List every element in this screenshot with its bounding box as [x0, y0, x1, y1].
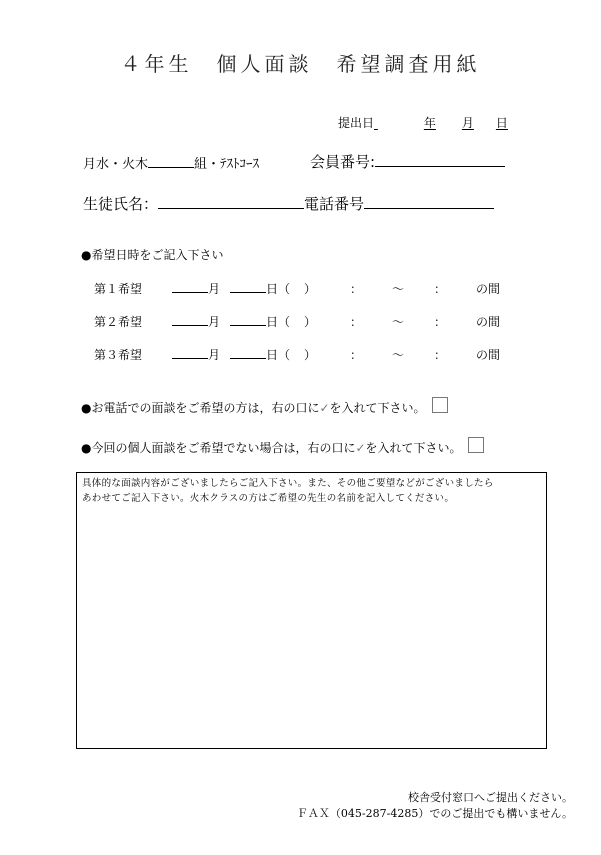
- time-range-field[interactable]: [316, 346, 500, 363]
- day-label: 日（: [266, 282, 291, 296]
- class-field[interactable]: [148, 153, 194, 168]
- preference-row-2: [94, 311, 500, 330]
- notes-instructions-line-2: あわせてご記入下さい。火木クラスの方はご希望の先生の名前を記入してください。: [82, 493, 455, 504]
- phone-interview-checkbox[interactable]: [432, 397, 448, 413]
- colon: ：: [434, 315, 447, 329]
- day-field[interactable]: [230, 278, 266, 293]
- student-name-field[interactable]: [158, 194, 304, 209]
- day-field[interactable]: [230, 344, 266, 359]
- paren-close: ）: [304, 348, 317, 362]
- member-number-field[interactable]: [375, 152, 505, 167]
- month-label: 月: [208, 348, 221, 362]
- day-label: 日: [495, 116, 508, 130]
- colon: ：: [350, 315, 363, 329]
- month-label: 月: [461, 116, 474, 130]
- tilde: ～: [392, 315, 405, 329]
- member-number-label: 会員番号:: [310, 153, 376, 171]
- footer-fax-note: ＦＡＸ（045-287-4285）でのご提出でも構いません。: [296, 807, 573, 820]
- phone-interview-option: [81, 397, 448, 416]
- month-field[interactable]: [172, 311, 208, 326]
- notes-box[interactable]: [76, 472, 547, 749]
- month-field[interactable]: [172, 278, 208, 293]
- schedule-heading: ●希望日時をご記入下さい: [81, 248, 224, 262]
- checkmark-icon: ✓: [319, 401, 330, 415]
- between-label: の間: [476, 282, 501, 296]
- decline-option-text: ●今回の個人面談をご希望でない場合は，右の口に: [81, 441, 356, 455]
- colon: ：: [434, 348, 447, 362]
- class-prefix: 月水・火木: [83, 157, 149, 172]
- page-title: ４年生 個人面談 希望調査用紙: [120, 52, 481, 76]
- footer-submit-note: 校舎受付窓口へご提出ください。: [408, 791, 573, 804]
- decline-interview-option: [81, 437, 484, 456]
- paren-close: ）: [304, 282, 317, 296]
- submission-date-label: 提出日: [338, 116, 375, 130]
- preference-row-3: [94, 344, 500, 363]
- preference-label: 第２希望: [94, 315, 143, 329]
- paren-close: ）: [304, 315, 317, 329]
- member-number-row: [310, 151, 505, 172]
- colon: ：: [350, 282, 363, 296]
- phone-option-text-after: を入れて下さい。: [329, 401, 426, 415]
- preference-label: 第１希望: [94, 282, 143, 296]
- preference-row-1: [94, 278, 500, 297]
- phone-label: 電話番号: [304, 195, 365, 213]
- time-range-field[interactable]: [316, 280, 500, 297]
- between-label: の間: [476, 315, 501, 329]
- notes-instructions-line-1: 具体的な面談内容がございましたらご記入下さい。また、その他ご要望などがございましたら: [82, 478, 494, 489]
- decline-option-text-after: を入れて下さい。: [365, 441, 462, 455]
- student-name-label: 生徒氏名：: [83, 195, 159, 213]
- preference-label: 第３希望: [94, 348, 143, 362]
- phone-option-text: ●お電話での面談をご希望の方は，右の口に: [81, 401, 320, 415]
- tilde: ～: [392, 348, 405, 362]
- student-name-row: [83, 193, 494, 214]
- class-suffix: 組・ﾃｽﾄｺｰｽ: [194, 157, 260, 172]
- checkmark-icon: ✓: [355, 441, 366, 455]
- colon: ：: [350, 348, 363, 362]
- month-field[interactable]: [172, 344, 208, 359]
- month-label: 月: [208, 315, 221, 329]
- tilde: ～: [392, 282, 405, 296]
- colon: ：: [434, 282, 447, 296]
- day-label: 日（: [266, 315, 291, 329]
- year-label: 年: [423, 116, 436, 130]
- between-label: の間: [476, 348, 501, 362]
- decline-interview-checkbox[interactable]: [468, 437, 484, 453]
- class-row: [83, 153, 259, 172]
- submission-date-row: [338, 114, 508, 131]
- month-label: 月: [208, 282, 221, 296]
- phone-field[interactable]: [364, 194, 494, 209]
- day-label: 日（: [266, 348, 291, 362]
- time-range-field[interactable]: [316, 313, 500, 330]
- submission-date-field[interactable]: [374, 116, 508, 130]
- day-field[interactable]: [230, 311, 266, 326]
